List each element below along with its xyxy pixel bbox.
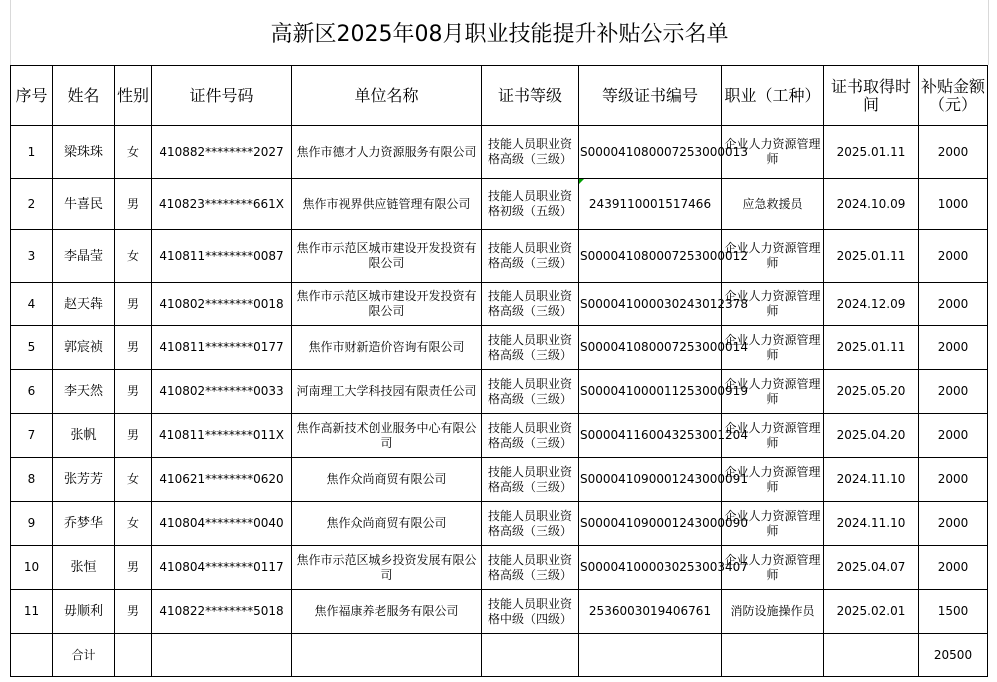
- table-row: [11, 414, 988, 458]
- table-row: [11, 126, 988, 179]
- cell-unit: 焦作市示范区城乡投资发展有限公司: [292, 546, 482, 590]
- cell-cert: 2439110001517466: [579, 179, 722, 230]
- cell-amount: 2000: [919, 546, 988, 590]
- cell-job: 企业人力资源管理师: [722, 502, 824, 546]
- cell-no: 2: [11, 179, 53, 230]
- table-row: [11, 502, 988, 546]
- page-title: 高新区2025年08月职业技能提升补贴公示名单: [270, 22, 729, 47]
- cell-date: 2025.02.01: [824, 590, 919, 634]
- header-level: 证书等级: [482, 66, 579, 126]
- cell-level: 技能人员职业资格初级（五级）: [482, 179, 579, 230]
- cell-id: 410621********0620: [152, 458, 292, 502]
- total-blank: [152, 634, 292, 677]
- cell-job: 企业人力资源管理师: [722, 546, 824, 590]
- total-blank: [722, 634, 824, 677]
- total-blank: [579, 634, 722, 677]
- cell-gender: 男: [115, 414, 152, 458]
- cell-cert: S000041160043253001204: [579, 414, 722, 458]
- cell-date: 2025.01.11: [824, 126, 919, 179]
- cell-cert: S000041080007253000013: [579, 126, 722, 179]
- cell-amount: 2000: [919, 414, 988, 458]
- cell-no: 1: [11, 126, 53, 179]
- cell-date: 2025.05.20: [824, 370, 919, 414]
- cell-job: 应急救援员: [722, 179, 824, 230]
- table-row: [11, 283, 988, 326]
- cell-date: 2024.12.09: [824, 283, 919, 326]
- cell-cert: S000041090001243000090: [579, 502, 722, 546]
- total-blank: [11, 634, 53, 677]
- cell-unit: 焦作市示范区城市建设开发投资有限公司: [292, 230, 482, 283]
- header-amount: 补贴金额（元）: [919, 66, 988, 126]
- cell-date: 2024.11.10: [824, 502, 919, 546]
- cell-job: 企业人力资源管理师: [722, 326, 824, 370]
- header-unit: 单位名称: [292, 66, 482, 126]
- table-row: [11, 326, 988, 370]
- cell-no: 4: [11, 283, 53, 326]
- cell-amount: 2000: [919, 326, 988, 370]
- total-blank: [824, 634, 919, 677]
- cell-unit: 焦作高新技术创业服务中心有限公司: [292, 414, 482, 458]
- cell-id: 410802********0033: [152, 370, 292, 414]
- cell-no: 3: [11, 230, 53, 283]
- cell-id: 410811********011X: [152, 414, 292, 458]
- cell-no: 11: [11, 590, 53, 634]
- cell-unit: 焦作市财新造价咨询有限公司: [292, 326, 482, 370]
- cell-amount: 1500: [919, 590, 988, 634]
- header-id: 证件号码: [152, 66, 292, 126]
- table-row: [11, 458, 988, 502]
- cell-level: 技能人员职业资格高级（三级）: [482, 414, 579, 458]
- cell-level: 技能人员职业资格高级（三级）: [482, 283, 579, 326]
- total-label: 合计: [53, 634, 115, 677]
- cell-amount: 2000: [919, 126, 988, 179]
- cell-name: 赵天犇: [53, 283, 115, 326]
- cell-cert: S000041000030253003407: [579, 546, 722, 590]
- cell-unit: 焦作众尚商贸有限公司: [292, 502, 482, 546]
- cell-name: 张帆: [53, 414, 115, 458]
- cell-name: 张恒: [53, 546, 115, 590]
- cell-level: 技能人员职业资格中级（四级）: [482, 590, 579, 634]
- cell-cert: S000041080007253000012: [579, 230, 722, 283]
- cell-job: 企业人力资源管理师: [722, 230, 824, 283]
- cell-name: 李晶莹: [53, 230, 115, 283]
- title-row: [10, 0, 989, 65]
- cell-amount: 2000: [919, 370, 988, 414]
- cell-gender: 男: [115, 179, 152, 230]
- cell-job: 企业人力资源管理师: [722, 414, 824, 458]
- cell-level: 技能人员职业资格高级（三级）: [482, 370, 579, 414]
- cell-unit: 河南理工大学科技园有限责任公司: [292, 370, 482, 414]
- cell-name: 牛喜民: [53, 179, 115, 230]
- cell-id: 410822********5018: [152, 590, 292, 634]
- cell-unit: 焦作市视界供应链管理有限公司: [292, 179, 482, 230]
- cell-id: 410804********0117: [152, 546, 292, 590]
- cell-no: 10: [11, 546, 53, 590]
- cell-level: 技能人员职业资格高级（三级）: [482, 458, 579, 502]
- table-row: [11, 590, 988, 634]
- cell-level: 技能人员职业资格高级（三级）: [482, 126, 579, 179]
- cell-no: 5: [11, 326, 53, 370]
- cell-level: 技能人员职业资格高级（三级）: [482, 230, 579, 283]
- header-name: 姓名: [53, 66, 115, 126]
- header-job: 职业（工种）: [722, 66, 824, 126]
- cell-amount: 1000: [919, 179, 988, 230]
- cell-unit: 焦作福康养老服务有限公司: [292, 590, 482, 634]
- cell-date: 2025.01.11: [824, 326, 919, 370]
- table-row: [11, 370, 988, 414]
- table-row: [11, 546, 988, 590]
- cell-no: 9: [11, 502, 53, 546]
- cell-name: 梁珠珠: [53, 126, 115, 179]
- cell-gender: 男: [115, 370, 152, 414]
- subsidy-table: [10, 65, 988, 677]
- cell-gender: 男: [115, 283, 152, 326]
- cell-job: 消防设施操作员: [722, 590, 824, 634]
- cell-amount: 2000: [919, 230, 988, 283]
- cell-name: 张芳芳: [53, 458, 115, 502]
- table-row: [11, 230, 988, 283]
- cell-job: 企业人力资源管理师: [722, 458, 824, 502]
- cell-level: 技能人员职业资格高级（三级）: [482, 546, 579, 590]
- cell-id: 410804********0040: [152, 502, 292, 546]
- cell-unit: 焦作市示范区城市建设开发投资有限公司: [292, 283, 482, 326]
- cell-gender: 男: [115, 590, 152, 634]
- cell-job: 企业人力资源管理师: [722, 370, 824, 414]
- total-row: [11, 634, 988, 677]
- cell-id: 410802********0018: [152, 283, 292, 326]
- cell-gender: 男: [115, 326, 152, 370]
- header-no: 序号: [11, 66, 53, 126]
- total-blank: [292, 634, 482, 677]
- cell-date: 2025.04.20: [824, 414, 919, 458]
- cell-date: 2025.01.11: [824, 230, 919, 283]
- cell-name: 乔梦华: [53, 502, 115, 546]
- cell-amount: 2000: [919, 458, 988, 502]
- cell-gender: 女: [115, 502, 152, 546]
- cell-cert: 2536003019406761: [579, 590, 722, 634]
- header-date: 证书取得时间: [824, 66, 919, 126]
- table-row: [11, 179, 988, 230]
- total-amount: 20500: [919, 634, 988, 677]
- cell-no: 8: [11, 458, 53, 502]
- cell-amount: 2000: [919, 283, 988, 326]
- cell-unit: 焦作众尚商贸有限公司: [292, 458, 482, 502]
- header-cert: 等级证书编号: [579, 66, 722, 126]
- cell-amount: 2000: [919, 502, 988, 546]
- cell-no: 7: [11, 414, 53, 458]
- cell-id: 410882********2027: [152, 126, 292, 179]
- cell-date: 2025.04.07: [824, 546, 919, 590]
- header-gender: 性别: [115, 66, 152, 126]
- cell-gender: 女: [115, 126, 152, 179]
- cell-date: 2024.10.09: [824, 179, 919, 230]
- cell-level: 技能人员职业资格高级（三级）: [482, 502, 579, 546]
- cell-name: 毋顺利: [53, 590, 115, 634]
- cell-cert: S000041000030243012378: [579, 283, 722, 326]
- cell-name: 郭宸祯: [53, 326, 115, 370]
- cell-date: 2024.11.10: [824, 458, 919, 502]
- cell-name: 李天然: [53, 370, 115, 414]
- cell-gender: 女: [115, 458, 152, 502]
- header-row: [11, 66, 988, 126]
- cell-level: 技能人员职业资格高级（三级）: [482, 326, 579, 370]
- cell-gender: 女: [115, 230, 152, 283]
- total-blank: [115, 634, 152, 677]
- cell-cert: S000041090001243000091: [579, 458, 722, 502]
- cell-cert: S000041000011253000919: [579, 370, 722, 414]
- cell-unit: 焦作市德才人力资源服务有限公司: [292, 126, 482, 179]
- total-blank: [482, 634, 579, 677]
- cell-job: 企业人力资源管理师: [722, 283, 824, 326]
- cell-id: 410811********0087: [152, 230, 292, 283]
- cell-gender: 男: [115, 546, 152, 590]
- cell-job: 企业人力资源管理师: [722, 126, 824, 179]
- cell-id: 410823********661X: [152, 179, 292, 230]
- cell-id: 410811********0177: [152, 326, 292, 370]
- cell-no: 6: [11, 370, 53, 414]
- cell-cert: S000041080007253000014: [579, 326, 722, 370]
